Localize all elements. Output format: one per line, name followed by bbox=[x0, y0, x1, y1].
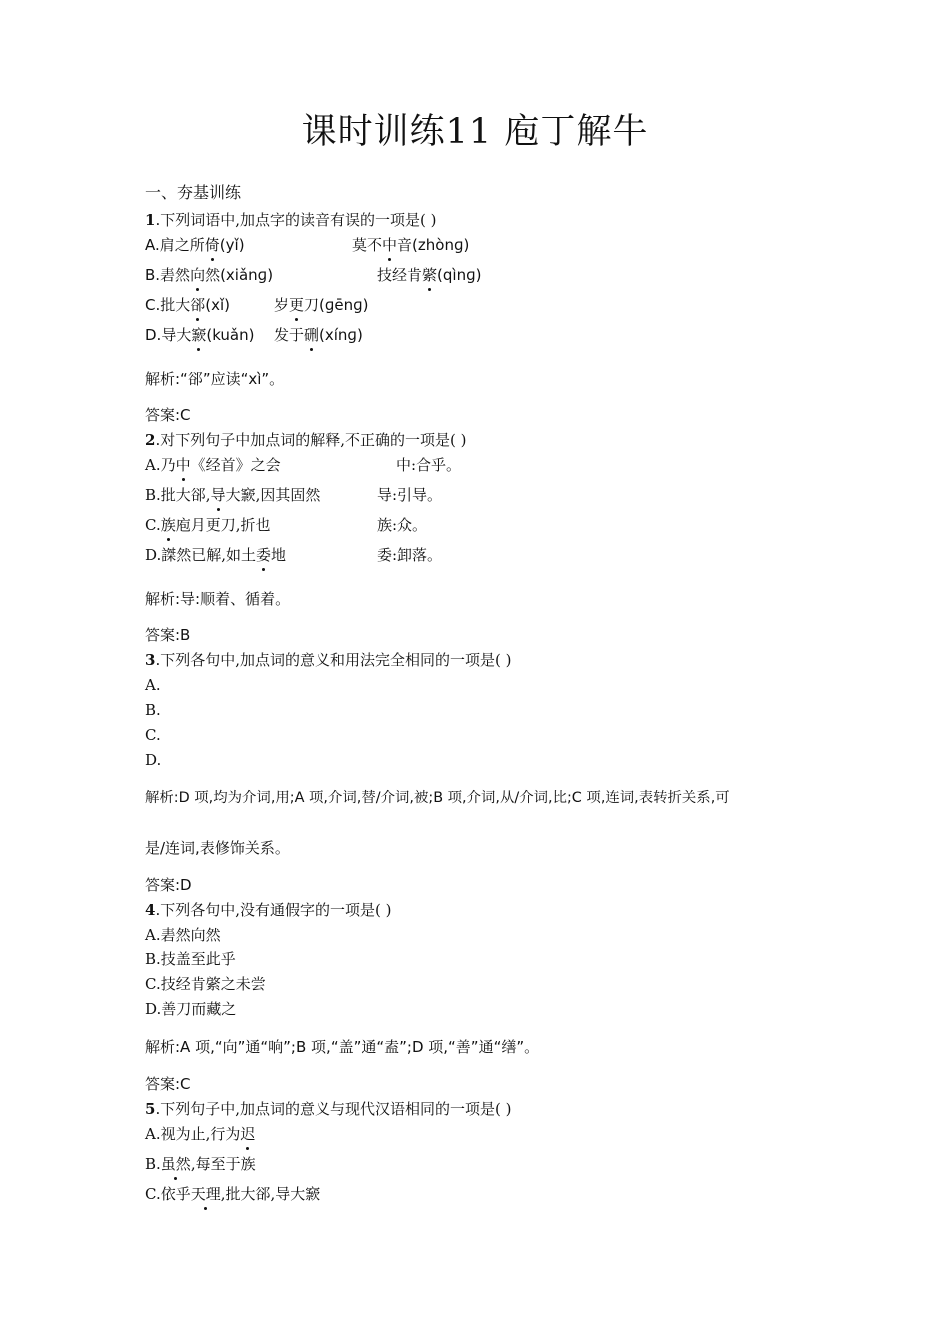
q5-option-a: A.视为止,行为迟 bbox=[145, 1125, 256, 1143]
section-heading: 一、夯基训练 bbox=[145, 183, 242, 202]
q3-option-a: A. bbox=[145, 676, 161, 694]
q2-option-a-explain: 中:合乎。 bbox=[396, 456, 462, 474]
q2-option-b: B.批大郤,导大窾,因其固然 bbox=[145, 486, 321, 504]
q2-option-b-explain: 导:引导。 bbox=[377, 486, 443, 504]
q4-analysis: 解析:A 项,“向”通“响”;B 项,“盖”通“盍”;D 项,“善”通“缮”。 bbox=[145, 1038, 540, 1056]
q4-option-d: D.善刀而藏之 bbox=[145, 1000, 237, 1018]
q4-option-b: B.技盖至此乎 bbox=[145, 950, 236, 968]
question-1-stem: 1.下列词语中,加点字的读音有误的一项是( ) bbox=[145, 211, 437, 229]
question-5-stem: 5.下列句子中,加点词的意义与现代汉语相同的一项是( ) bbox=[145, 1100, 512, 1118]
q1-option-d: D.导大窾(kuǎn) bbox=[145, 326, 255, 344]
q3-analysis-line-1: 解析:D 项,均为介词,用;A 项,介词,替/介词,被;B 项,介词,从/介词,比;C 项,连词,表转折关系,可 bbox=[145, 790, 730, 806]
q2-option-c-explain: 族:众。 bbox=[377, 516, 428, 534]
q2-option-c: C.族庖月更刀,折也 bbox=[145, 516, 271, 534]
q4-option-a: A.砉然向然 bbox=[145, 926, 221, 944]
q2-answer: 答案:B bbox=[145, 626, 191, 644]
q1-option-d-second: 发于硎(xínɡ) bbox=[274, 326, 363, 344]
q1-option-a: A.肩之所倚(yǐ) bbox=[145, 236, 245, 254]
question-2-stem: 2.对下列句子中加点词的解释,不正确的一项是( ) bbox=[145, 431, 467, 449]
q5-option-c: C.依乎天理,批大郤,导大窾 bbox=[145, 1185, 321, 1203]
q3-option-b: B. bbox=[145, 701, 161, 719]
q4-option-c: C.技经肯綮之未尝 bbox=[145, 975, 266, 993]
q1-option-a-second: 莫不中音(zhònɡ) bbox=[352, 236, 470, 254]
q1-answer: 答案:C bbox=[145, 406, 191, 424]
page-title: 课时训练11 庖丁解牛 bbox=[301, 112, 649, 152]
q3-answer: 答案:D bbox=[145, 876, 192, 894]
q2-option-d-explain: 委:卸落。 bbox=[377, 546, 443, 564]
q1-option-b: B.砉然向然(xiǎnɡ) bbox=[145, 266, 274, 284]
q1-analysis: 解析:“郤”应读“xì”。 bbox=[145, 370, 285, 388]
q4-answer: 答案:C bbox=[145, 1075, 191, 1093]
q1-option-c: C.批大郤(xǐ) bbox=[145, 296, 231, 314]
q3-option-c: C. bbox=[145, 726, 161, 744]
q1-option-b-second: 技经肯綮(qìnɡ) bbox=[377, 266, 482, 284]
q3-analysis-line-2: 是/连词,表修饰关系。 bbox=[145, 839, 290, 857]
q2-option-d: D.謋然已解,如土委地 bbox=[145, 546, 287, 564]
q5-option-b: B.虽然,每至于族 bbox=[145, 1155, 256, 1173]
q2-option-a: A.乃中《经首》之会 bbox=[145, 456, 281, 474]
q1-option-c-second: 岁更刀(ɡēnɡ) bbox=[274, 296, 369, 314]
question-4-stem: 4.下列各句中,没有通假字的一项是( ) bbox=[145, 901, 392, 919]
question-3-stem: 3.下列各句中,加点词的意义和用法完全相同的一项是( ) bbox=[145, 651, 512, 669]
q3-option-d: D. bbox=[145, 751, 162, 769]
q2-analysis: 解析:导:顺着、循着。 bbox=[145, 590, 291, 608]
